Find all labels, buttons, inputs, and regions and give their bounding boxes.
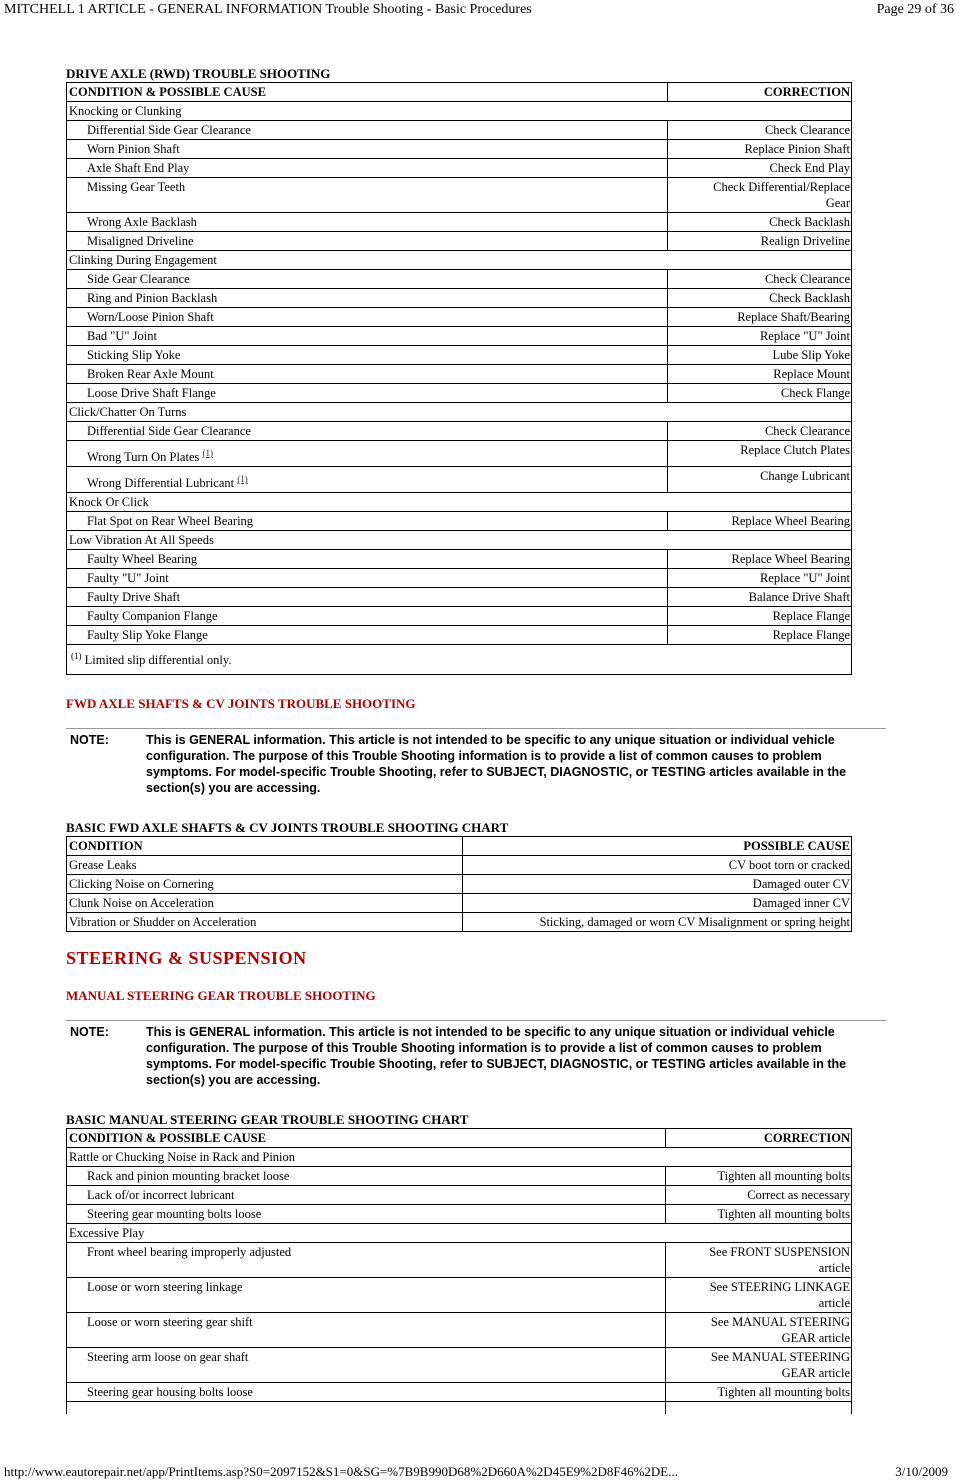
cause-cell <box>67 467 668 493</box>
table-row <box>67 213 852 232</box>
fix-cell: Replace Mount <box>668 365 852 384</box>
col-header-condition: CONDITION & POSSIBLE CAUSE <box>67 83 668 102</box>
fix-cell: Replace Wheel Bearing <box>668 512 852 531</box>
cause-cell: Faulty Slip Yoke Flange <box>67 626 668 645</box>
cause-cell: Worn/Loose Pinion Shaft <box>67 308 668 327</box>
table-row <box>67 121 852 140</box>
cause-cell: Steering arm loose on gear shaft <box>67 1348 666 1383</box>
group-row <box>67 531 852 550</box>
cause-cell: Damaged inner CV <box>463 894 852 913</box>
table-row <box>67 467 852 493</box>
cause-cell: Front wheel bearing improperly adjusted <box>67 1243 666 1278</box>
table-row <box>67 327 852 346</box>
condition-cell: Clunk Noise on Acceleration <box>67 894 463 913</box>
table-row <box>67 894 852 913</box>
cause-cell: Steering gear mounting bolts loose <box>67 1205 666 1224</box>
fix-cell: Tighten all mounting bolts <box>666 1383 852 1402</box>
col-header-correction: CORRECTION <box>666 1129 852 1148</box>
fix-line-1: See FRONT SUSPENSION <box>709 1245 850 1259</box>
cause-cell: CV boot torn or cracked <box>463 856 852 875</box>
fix-line-2: GEAR article <box>781 1331 850 1345</box>
group-title: Excessive Play <box>67 1224 852 1243</box>
group-title: Knocking or Clunking <box>67 102 852 121</box>
table-row <box>67 365 852 384</box>
fix-cell: Check Flange <box>668 384 852 403</box>
cause-cell: Broken Rear Axle Mount <box>67 365 668 384</box>
table-row <box>67 512 852 531</box>
note-label: NOTE: <box>70 1025 109 1039</box>
group-title: Low Vibration At All Speeds <box>67 531 852 550</box>
fix-cell <box>666 1348 852 1383</box>
fix-cell: Replace Shaft/Bearing <box>668 308 852 327</box>
cause-cell: Worn Pinion Shaft <box>67 140 668 159</box>
table-row <box>67 422 852 441</box>
footnote-cell <box>67 645 852 675</box>
group-row <box>67 403 852 422</box>
section-title: STEERING & SUSPENSION <box>66 948 307 968</box>
page-header <box>0 0 960 22</box>
fix-cell: Lube Slip Yoke <box>668 346 852 365</box>
cause-cell: Sticking Slip Yoke <box>67 346 668 365</box>
group-title: Clinking During Engagement <box>67 251 852 270</box>
cause-cell: Missing Gear Teeth <box>67 178 668 213</box>
fix-cell: Replace Flange <box>668 607 852 626</box>
footnote-row <box>67 645 852 675</box>
cause-cell <box>67 441 668 467</box>
table-row <box>67 159 852 178</box>
table-row <box>67 1205 852 1224</box>
fix-cell: Check Clearance <box>668 270 852 289</box>
fix-cell: Correct as necessary <box>666 1186 852 1205</box>
fix-cell: Tighten all mounting bolts <box>666 1167 852 1186</box>
cause-cell: Faulty Companion Flange <box>67 607 668 626</box>
note-text: This is GENERAL information. This article is not intended to be specific to any unique situation or individual vehicle configuration. The purpose of this Trouble Shooting information is to provide a list of common causes to problem symptoms. For model-specific Trouble Shooting, refer to SUBJECT, DIAGNOSTIC, or TESTING articles available in the section(s) you are accessing. <box>146 733 847 795</box>
note-text: This is GENERAL information. This article is not intended to be specific to any unique situation or individual vehicle configuration. The purpose of this Trouble Shooting information is to provide a list of common causes to problem symptoms. For model-specific Trouble Shooting, refer to SUBJECT, DIAGNOSTIC, or TESTING articles available in the section(s) you are accessing. <box>146 1025 847 1087</box>
footnote-link[interactable]: (1) <box>237 474 248 485</box>
fix-cell: Realign Driveline <box>668 232 852 251</box>
col-header-correction: CORRECTION <box>668 83 852 102</box>
table-row <box>67 1167 852 1186</box>
steering-note <box>66 1020 886 1090</box>
table-row <box>67 569 852 588</box>
fix-cell <box>666 1278 852 1313</box>
steering-heading: MANUAL STEERING GEAR TROUBLE SHOOTING <box>66 988 376 1003</box>
cause-cell: Faulty "U" Joint <box>67 569 668 588</box>
table-row <box>67 270 852 289</box>
cause-cell: Misaligned Driveline <box>67 232 668 251</box>
cause-cell: Side Gear Clearance <box>67 270 668 289</box>
footnote-link[interactable]: (1) <box>202 448 213 458</box>
fix-cell: Replace Pinion Shaft <box>668 140 852 159</box>
cause-cell: Wrong Axle Backlash <box>67 213 668 232</box>
fix-cell: Change Lubricant <box>668 467 852 493</box>
fwd-note <box>66 728 886 798</box>
condition-cell: Clicking Noise on Cornering <box>67 875 463 894</box>
cause-cell: Loose or worn steering linkage <box>67 1278 666 1313</box>
fwd-table <box>66 836 852 932</box>
cause-cell: Faulty Wheel Bearing <box>67 550 668 569</box>
footer-date: 3/10/2009 <box>895 1464 948 1479</box>
fix-cell <box>666 1243 852 1278</box>
cause-cell: Sticking, damaged or worn CV Misalignment or spring height <box>463 913 852 932</box>
group-title: Click/Chatter On Turns <box>67 403 852 422</box>
table-row <box>67 1348 852 1383</box>
condition-cell: Grease Leaks <box>67 856 463 875</box>
fix-cell <box>666 1313 852 1348</box>
group-row <box>67 102 852 121</box>
table-header-row <box>67 837 852 856</box>
cause-text: Wrong Differential Lubricant <box>87 476 235 491</box>
cause-cell: Lack of/or incorrect lubricant <box>67 1186 666 1205</box>
steering-chart-heading: BASIC MANUAL STEERING GEAR TROUBLE SHOOTING CHART <box>66 1112 469 1127</box>
fix-line-1: See MANUAL STEERING <box>710 1315 850 1329</box>
footer-url[interactable]: http://www.eautorepair.net/app/PrintItems.asp?S0=2097152&S1=0&SG=%7B9B990D68%2D660A%2D45E9%2D8F46%2DE... <box>4 1464 678 1479</box>
group-title: Knock Or Click <box>67 493 852 512</box>
empty-cell <box>666 1402 852 1415</box>
page-footer <box>0 1462 960 1484</box>
fix-cell: Check Backlash <box>668 289 852 308</box>
fix-cell: Replace "U" Joint <box>668 569 852 588</box>
table-row <box>67 588 852 607</box>
table-row <box>67 140 852 159</box>
col-header-cause: POSSIBLE CAUSE <box>463 837 852 856</box>
fix-line-1: Check Differential/Replace <box>713 180 850 194</box>
table-row <box>67 856 852 875</box>
table-header-row <box>67 1129 852 1148</box>
fwd-heading: FWD AXLE SHAFTS & CV JOINTS TROUBLE SHOOTING <box>66 696 416 711</box>
fix-cell: Replace "U" Joint <box>668 327 852 346</box>
table-row <box>67 1243 852 1278</box>
table-row <box>67 626 852 645</box>
table-row-empty <box>67 1402 852 1415</box>
fix-cell: Replace Wheel Bearing <box>668 550 852 569</box>
page-number: Page 29 of 36 <box>876 2 954 17</box>
table-row <box>67 289 852 308</box>
fix-cell: Check End Play <box>668 159 852 178</box>
table-row <box>67 875 852 894</box>
fix-cell: Replace Flange <box>668 626 852 645</box>
table-row <box>67 550 852 569</box>
drive-axle-table <box>66 82 852 675</box>
note-rule <box>66 728 886 729</box>
fix-cell: Check Clearance <box>668 422 852 441</box>
drive-axle-heading: DRIVE AXLE (RWD) TROUBLE SHOOTING <box>66 66 331 81</box>
fwd-chart-heading: BASIC FWD AXLE SHAFTS & CV JOINTS TROUBLE SHOOTING CHART <box>66 820 509 835</box>
cause-cell: Axle Shaft End Play <box>67 159 668 178</box>
fix-line-2: GEAR article <box>781 1366 850 1380</box>
fix-line-1: See MANUAL STEERING <box>710 1350 850 1364</box>
cause-cell: Rack and pinion mounting bracket loose <box>67 1167 666 1186</box>
table-row <box>67 1186 852 1205</box>
fix-line-1: See STEERING LINKAGE <box>709 1280 850 1294</box>
table-row <box>67 346 852 365</box>
group-row <box>67 493 852 512</box>
note-rule <box>66 1020 886 1021</box>
table-row <box>67 1278 852 1313</box>
table-row <box>67 232 852 251</box>
fix-cell: Check Backlash <box>668 213 852 232</box>
fix-cell <box>668 178 852 213</box>
table-header-row <box>67 83 852 102</box>
fix-cell: Tighten all mounting bolts <box>666 1205 852 1224</box>
cause-cell: Damaged outer CV <box>463 875 852 894</box>
cause-cell: Ring and Pinion Backlash <box>67 289 668 308</box>
table-row <box>67 1383 852 1402</box>
cause-cell: Faulty Drive Shaft <box>67 588 668 607</box>
group-row <box>67 251 852 270</box>
cause-text: Wrong Turn On Plates <box>87 450 200 465</box>
footnote-text: Limited slip differential only. <box>84 653 232 668</box>
fix-cell: Check Clearance <box>668 121 852 140</box>
fix-line-2: Gear <box>825 196 850 210</box>
fix-line-2: article <box>818 1296 850 1310</box>
footnote-mark: (1) <box>71 651 82 662</box>
col-header-condition: CONDITION & POSSIBLE CAUSE <box>67 1129 666 1148</box>
table-row <box>67 178 852 213</box>
group-row <box>67 1148 852 1167</box>
group-row <box>67 1224 852 1243</box>
table-row <box>67 607 852 626</box>
cause-cell: Steering gear housing bolts loose <box>67 1383 666 1402</box>
cause-cell: Loose or worn steering gear shift <box>67 1313 666 1348</box>
steering-table <box>66 1128 852 1414</box>
table-row <box>67 913 852 932</box>
fix-line-2: article <box>818 1261 850 1275</box>
cause-cell: Loose Drive Shaft Flange <box>67 384 668 403</box>
table-row <box>67 441 852 467</box>
col-header-condition: CONDITION <box>67 837 463 856</box>
cause-cell: Flat Spot on Rear Wheel Bearing <box>67 512 668 531</box>
cause-cell: Differential Side Gear Clearance <box>67 422 668 441</box>
condition-cell: Vibration or Shudder on Acceleration <box>67 913 463 932</box>
cause-cell: Differential Side Gear Clearance <box>67 121 668 140</box>
note-label: NOTE: <box>70 733 109 747</box>
table-row <box>67 308 852 327</box>
fix-cell: Replace Clutch Plates <box>668 441 852 467</box>
table-row <box>67 384 852 403</box>
empty-cell <box>67 1402 666 1415</box>
group-title: Rattle or Chucking Noise in Rack and Pinion <box>67 1148 852 1167</box>
header-title: MITCHELL 1 ARTICLE - GENERAL INFORMATION Trouble Shooting - Basic Procedures <box>4 2 532 17</box>
table-row <box>67 1313 852 1348</box>
cause-cell: Bad "U" Joint <box>67 327 668 346</box>
fix-cell: Balance Drive Shaft <box>668 588 852 607</box>
